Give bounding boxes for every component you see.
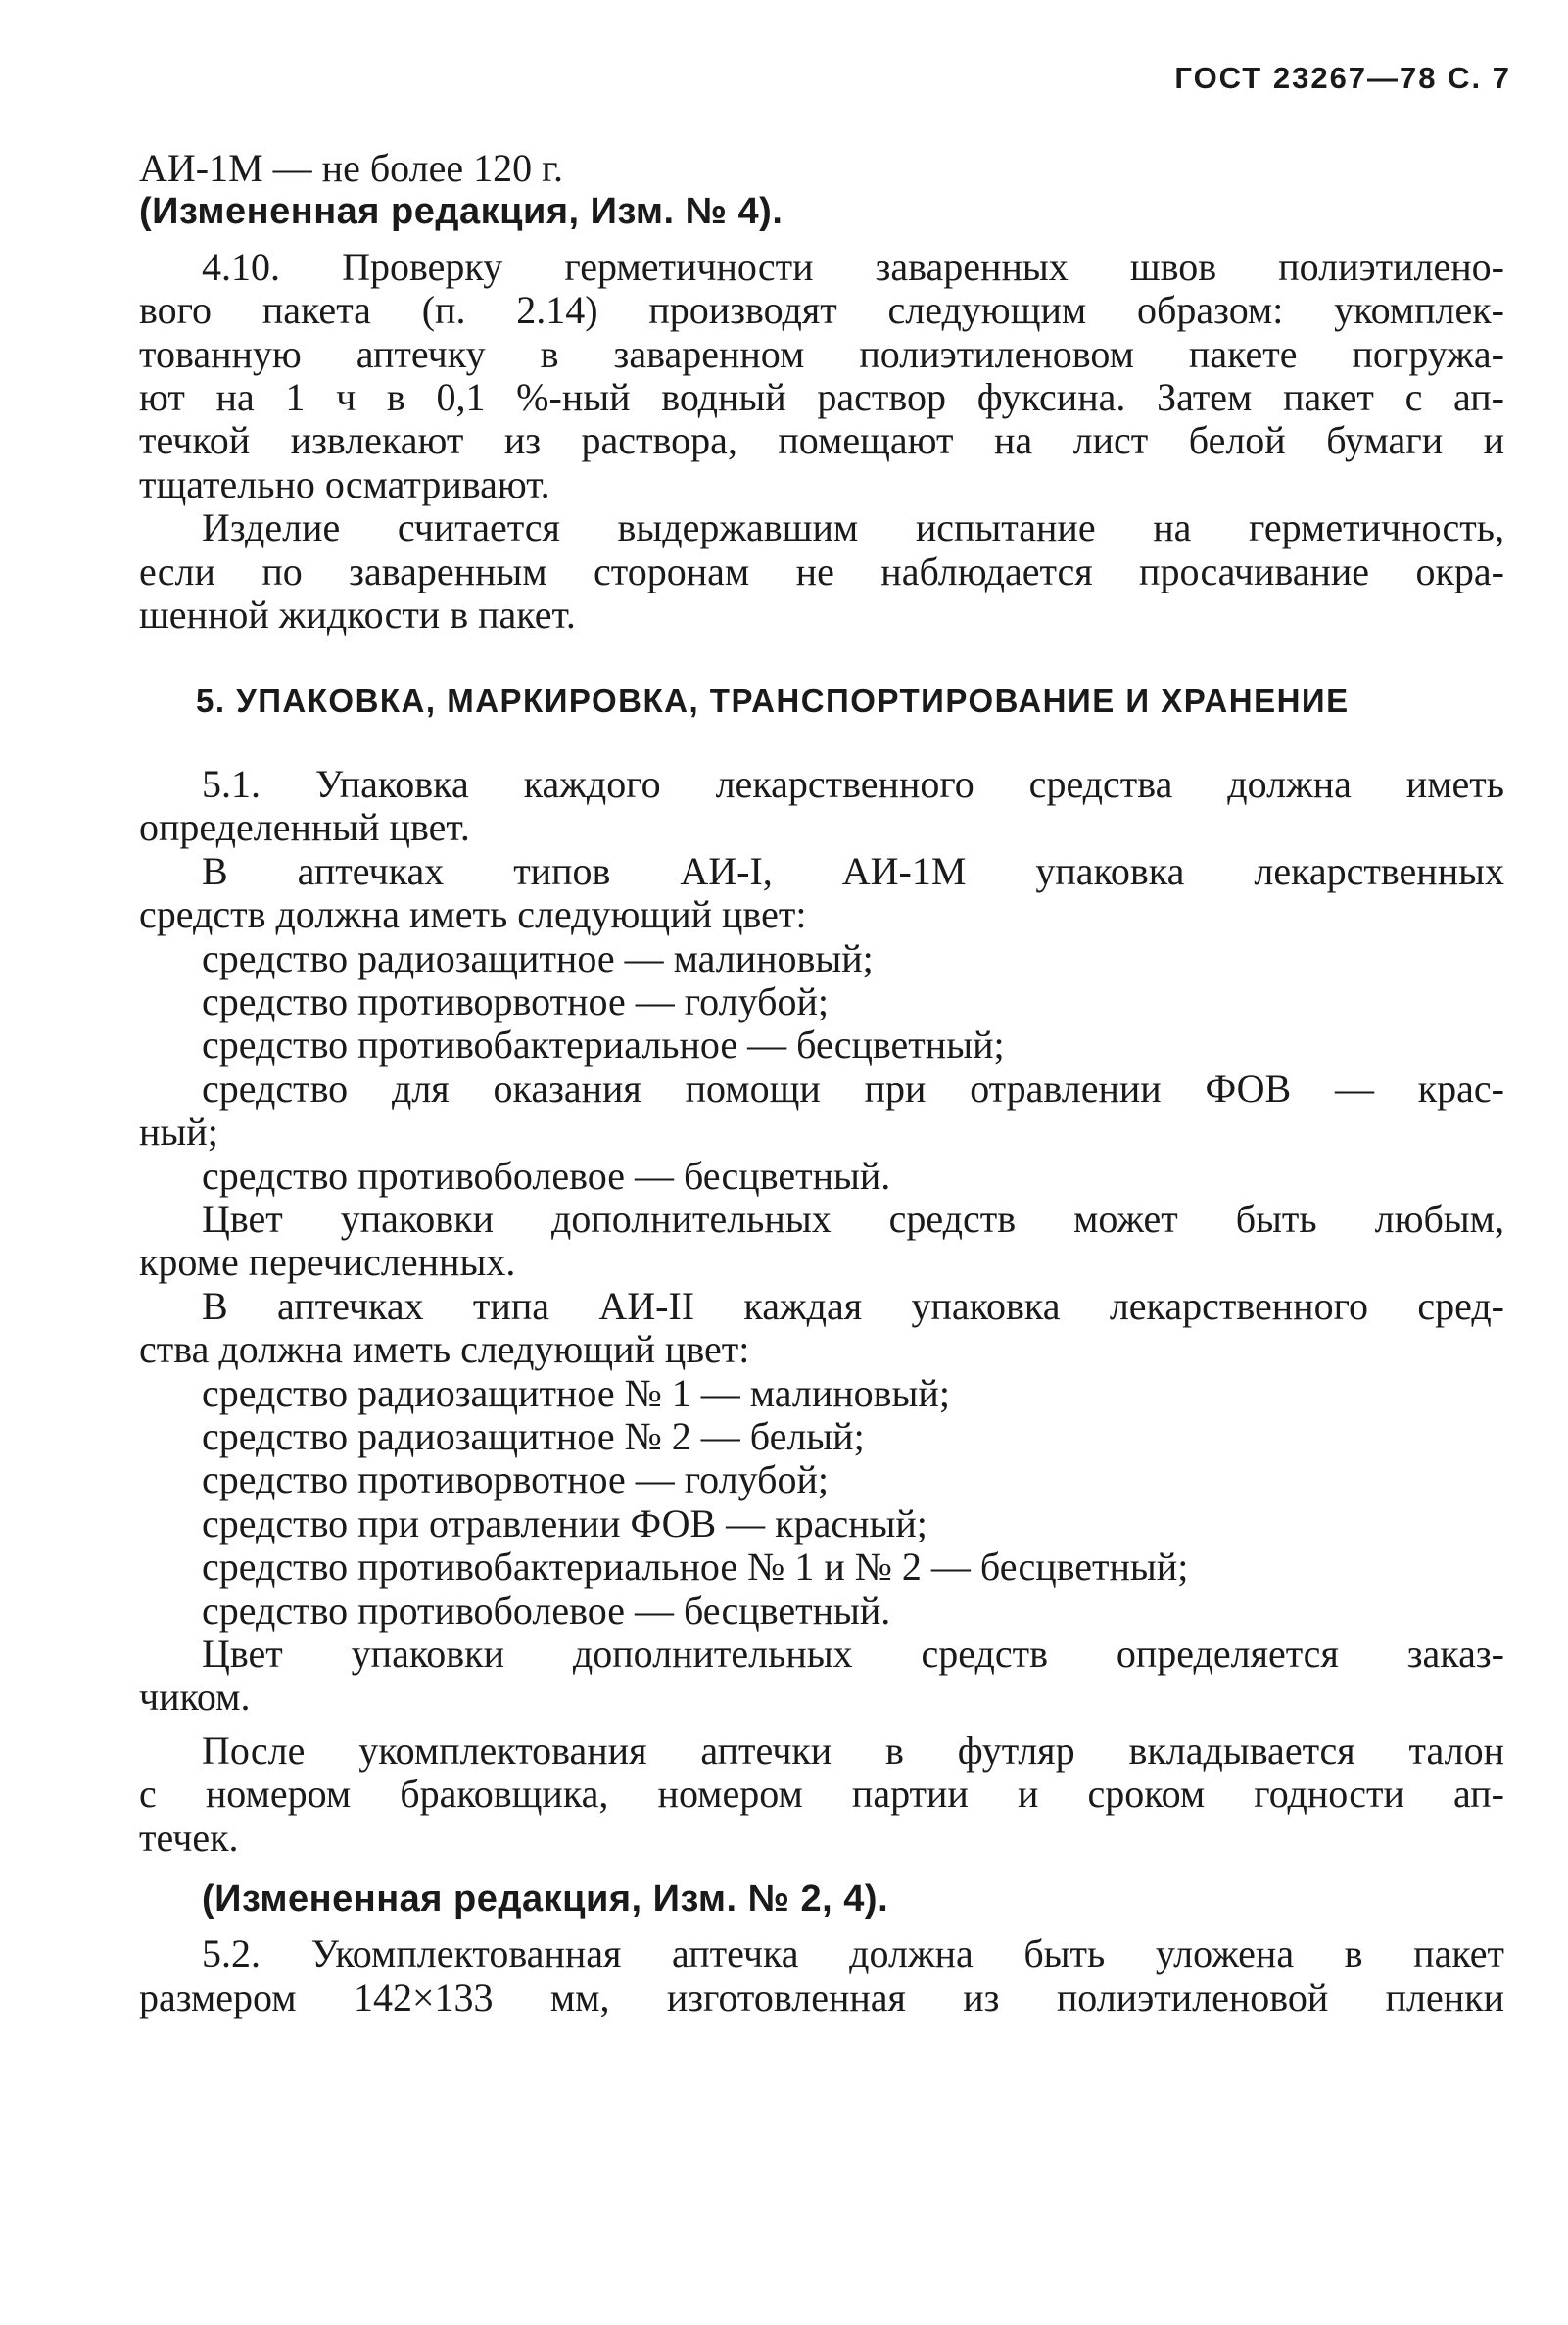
- paragraph-4-10-result: [139, 506, 1504, 637]
- text-line: средств должна иметь следующий цвет:: [139, 892, 807, 937]
- text-line: вого пакета (п. 2.14) производят следующим образом: укомплек-: [139, 288, 1504, 333]
- text-line: средство при отравлении ФОВ — красный;: [202, 1500, 927, 1545]
- text-line: ный;: [139, 1110, 218, 1155]
- text-line: определенный цвет.: [139, 805, 470, 850]
- text-line: В аптечках типов АИ-I, АИ-1М упаковка лекарственных: [202, 848, 1504, 893]
- text-line: средство противобактериальное — бесцветный;: [202, 1022, 1005, 1068]
- text-line: тованную аптечку в заваренном полиэтиленовом пакете погружа-: [139, 331, 1504, 376]
- paragraph-5-2: [139, 1932, 1504, 2019]
- text-line: 4.10. Проверку герметичности заваренных швов полиэтилено-: [202, 244, 1504, 289]
- text-line: средство противорвотное — голубой;: [202, 978, 829, 1023]
- text-line: После укомплектования аптечки в футляр вкладывается талон: [202, 1728, 1504, 1773]
- paragraph-4-10: [139, 246, 1504, 506]
- text-line: если по заваренным сторонам не наблюдается просачивание окра-: [139, 548, 1504, 593]
- text-line: В аптечках типа АИ-II каждая упаковка лекарственного сред-: [202, 1283, 1504, 1328]
- text-line: 5.2. Укомплектованная аптечка должна быть уложена в пакет: [202, 1931, 1504, 1976]
- text-line: ства должна иметь следующий цвет:: [139, 1327, 750, 1372]
- text-line: средство радиозащитное — малиновый;: [202, 935, 874, 980]
- text-line: 5.1. Упаковка каждого лекарственного средства должна иметь: [202, 761, 1504, 806]
- text-line: чиком.: [139, 1675, 251, 1720]
- text-line: течкой извлекают из раствора, помещают на лист белой бумаги и: [139, 418, 1504, 463]
- text-line: размером 142×133 мм, изготовленная из полиэтиленовой пленки: [139, 1974, 1504, 2019]
- text-line: средство противорвотное — голубой;: [202, 1457, 829, 1502]
- text-line: АИ-1М — не более 120 г.: [139, 146, 564, 190]
- paragraph-5-1-insert: [139, 1730, 1504, 1860]
- page-body: [139, 147, 1504, 2019]
- text-line: средство противоболевое — бесцветный.: [202, 1588, 891, 1633]
- text-line: Изделие считается выдержавшим испытание на герметичность,: [202, 505, 1504, 550]
- paragraph-5-1: [139, 763, 1504, 1720]
- text-line: средство противобактериальное № 1 и № 2 — бесцветный;: [202, 1544, 1189, 1590]
- section-heading: 5. УПАКОВКА, МАРКИРОВКА, ТРАНСПОРТИРОВАНИЕ И ХРАНЕНИЕ: [196, 683, 1350, 720]
- text-line: средство для оказания помощи при отравлении ФОВ — крас-: [202, 1066, 1504, 1111]
- text-line: кроме перечисленных.: [139, 1240, 516, 1285]
- text-line: течек.: [139, 1815, 239, 1860]
- amendment-note: (Измененная редакция, Изм. № 4).: [139, 191, 784, 233]
- text-line: средство противоболевое — бесцветный.: [202, 1153, 891, 1198]
- text-line: средство радиозащитное № 2 — белый;: [202, 1413, 865, 1458]
- text-line: средство радиозащитное № 1 — малиновый;: [202, 1370, 950, 1415]
- text-line: Цвет упаковки дополнительных средств может быть любым,: [202, 1196, 1504, 1241]
- text-line: тщательно осматривают.: [139, 461, 550, 506]
- amendment-note: (Измененная редакция, Изм. № 2, 4).: [202, 1878, 889, 1921]
- text-line: с номером браковщика, номером партии и сроком годности ап-: [139, 1772, 1504, 1817]
- text-line: шенной жидкости в пакет.: [139, 593, 576, 638]
- text-line: Цвет упаковки дополнительных средств определяется заказ-: [202, 1632, 1504, 1676]
- text-line: ют на 1 ч в 0,1 %-ный водный раствор фуксина. Затем пакет с ап-: [139, 375, 1504, 420]
- running-head: ГОСТ 23267—78 С. 7: [1174, 61, 1511, 95]
